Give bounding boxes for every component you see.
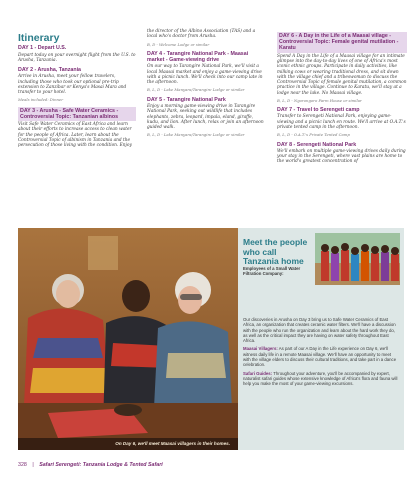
- main-photo: [18, 228, 238, 450]
- paragraph-lead: Maasai Villagers:: [243, 346, 278, 352]
- panel-intro-lead: Employees of a Small Water Filtration Company:: [243, 266, 301, 277]
- meals-line: B, L, D - Lake Manyara/Tarangire Lodge or similar: [147, 132, 245, 138]
- itinerary-left-column: [18, 28, 136, 149]
- villagers-photo-illustration: [18, 228, 238, 450]
- meet-people-panel: [238, 228, 404, 450]
- day-heading: DAY 8 - Serengeti National Park: [277, 141, 357, 148]
- day-text: On our way to Tarangire National Park, we'll visit a local Maasai market and enjoy a game-viewing drive with a picnic lunch. We'll check into our camp late in the afternoon.: [147, 64, 263, 86]
- day-heading: DAY 4 - Tarangire National Park - Maasai market - Game-viewing drive: [147, 50, 249, 64]
- day-text: Transfer to Serengeti National Park, enjoying game-viewing and a picnic lunch en route. We'll arrive at O.A.T.'s private tented camp in the afternoon.: [277, 114, 406, 131]
- itinerary-middle-column: [147, 28, 265, 138]
- day-text: We'll embark on multiple game-viewing drives daily during your stay in the Serengeti, where vast plains are home to the world's greatest concentration of: [277, 148, 406, 165]
- footer-title: Safari Serengeti: Tanzania Lodge & Tented Safari: [39, 462, 163, 468]
- day-text: Depart today on your overnight flight from the U.S. to Arusha, Tanzania.: [18, 52, 136, 63]
- day-text: Spend A Day in the Life of a Maasai village for an intimate glimpse into the day-to-day lives of one of Africa's most iconic ethnic groups. Participate in daily activities, like milking cows or wearing traditional dress, and sit down with the village chief and a tribeswoman to discuss the Controversial Topic of female genital mutilation, a common practice in the village. Continue to Karatu, we'll stay at a lodge near the lake. No Maasai village.: [277, 53, 407, 96]
- page-number: 328: [18, 462, 27, 468]
- panel-body: [243, 317, 399, 390]
- meals-line: B, L, D - O.A.T.'s Private Tented Camp: [277, 132, 350, 138]
- day-heading: DAY 7 - Travel to Serengeti camp: [277, 107, 360, 114]
- meals-line: B, D - Welcome Lodge or similar: [147, 41, 210, 47]
- day-heading: DAY 3 - Arusha - Safe Water Ceramics - Controversial Topic: Tanzanian albinos: [18, 107, 136, 121]
- panel-title: Meet the people who call Tanzania home: [243, 237, 308, 266]
- day-heading: DAY 2 - Arusha, Tanzania: [18, 67, 81, 74]
- panel-intro-text: Our discoveries in Arusha on Day 3 bring us to Safe Water Ceramics of East Africa, an organization that creates ceramic water filters. We'll have a discussion with the people who run the organization and learn about the hard work they do, as well as the critical impact they are having on water safety throughout East Africa.: [243, 317, 396, 344]
- day-text: Arrive in Arusha, meet your fellow travelers, including those who took our optional pre-trip extension to Zanzibar or Kenya's Masai Mara and transfer to your hotel.: [18, 74, 127, 96]
- panel-photo: [315, 233, 400, 285]
- day-heading: DAY 1 - Depart U.S.: [18, 45, 67, 52]
- panel-paragraph: [243, 346, 399, 367]
- meals-line: Meals included: Dinner: [18, 97, 64, 103]
- meals-line: B, L, D - Lake Manyara/Tarangire Lodge or similar: [147, 87, 245, 93]
- panel-paragraph: [243, 371, 399, 387]
- panel-intro: [243, 266, 313, 277]
- paragraph-lead: Safari Guides:: [243, 370, 273, 376]
- day-text: Enjoy a morning game-viewing drive in Tarangire National Park, seeking out wildlife that includes elephants, zebra, leopard, impala, eland, giraffe, kudu, and lion. After lunch, relax or join an afternoon guided walk.: [147, 103, 264, 131]
- continued-text: the director of the Albino Association (TAS) and a local who's doctor from Arusha.: [147, 29, 256, 40]
- itinerary-right-column: [277, 28, 407, 165]
- day-text: Visit Safe Water Ceramics of East Africa and learn about their efforts to increase access to clean water for the people of Africa. Later, learn about the Controversial Topic of albinism in Tanzania and the persecution of those living with the condition. Enjoy: [18, 122, 132, 149]
- itinerary-title: Itinerary: [18, 32, 60, 44]
- day-heading: DAY 5 - Tarangire National Park: [147, 96, 226, 103]
- footer-divider: |: [32, 462, 34, 468]
- maasai-group-illustration: [315, 233, 400, 285]
- paragraph-text: Throughout your adventure, you'll be accompanied by expert, naturalist safari guides whose extensive knowledge of Africa's flora and fauna will help you make the most of your game-viewing excursions.: [243, 370, 398, 387]
- page-footer: [18, 459, 406, 471]
- meals-line: B, L, D - Ngorongoro Farm House or similar: [277, 97, 362, 103]
- photo-caption: On Day 6, we'll meet Maasai villagers in their homes.: [18, 438, 238, 450]
- paragraph-text: As part of our A Day in the Life experience on Day 6, we'll witness daily life in a remote Maasai village. We'll have an opportunity to meet with the village elders to discuss their cultural traditions, and take part in a dance celebration.: [243, 346, 397, 368]
- day-heading: DAY 6 - A Day in the Life of a Maasai village - Controversial Topic: Female genital mutilation - Karatu: [277, 32, 407, 53]
